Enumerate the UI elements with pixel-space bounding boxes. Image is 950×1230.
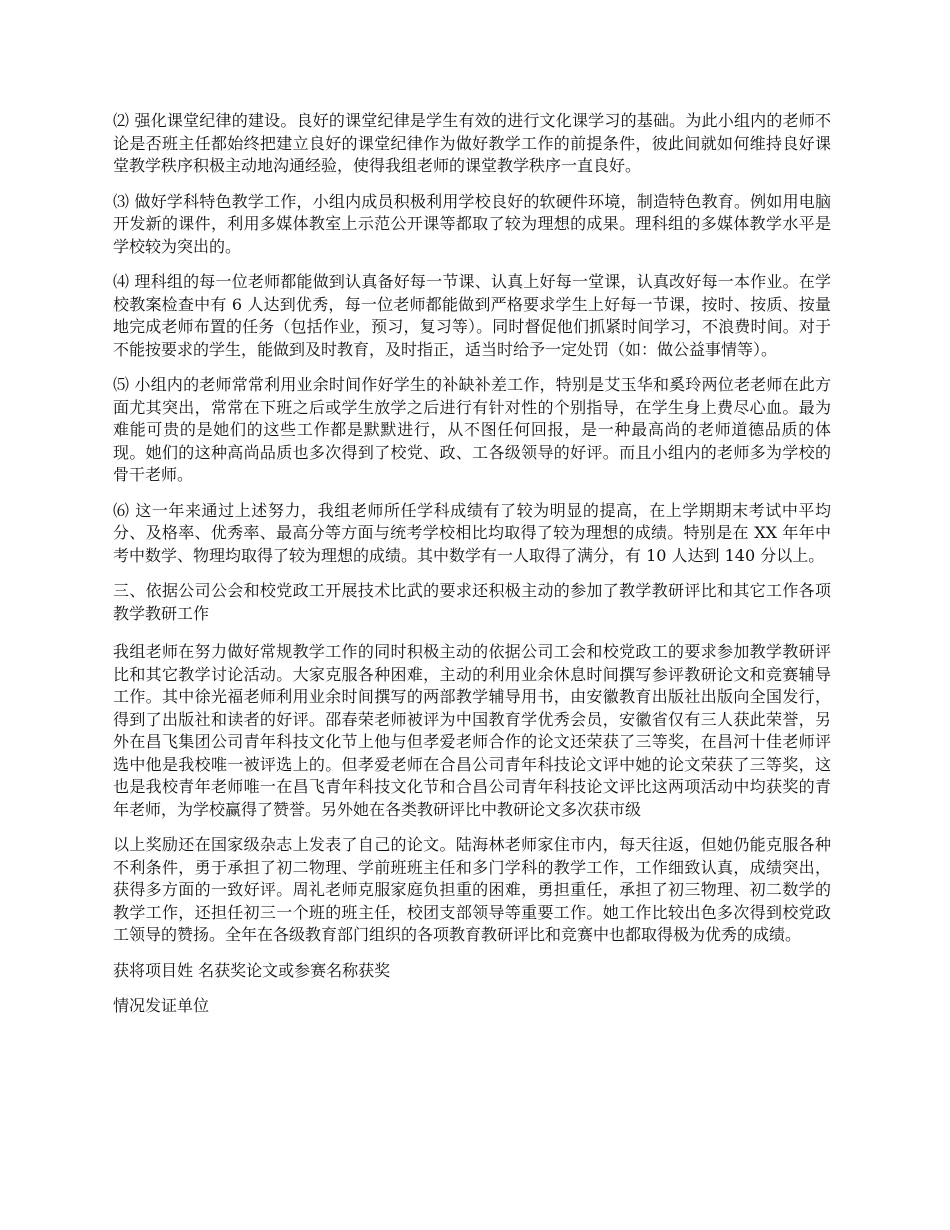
table-header-line-1: 获将项目姓 名获奖论文或参赛名称获奖 xyxy=(113,960,391,980)
paragraph-awards-continued: 以上奖励还在国家级杂志上发表了自己的论文。陆海林老师家住市内，每天往返，但她仍能克服各种不利条件，勇于承担了初二物理、学前班班主任和多门学科的教学工作，工作细致认真，成绩突出，获得多方面的一致好评。周礼老师克服家庭负担重的困难，勇担重任，承担了初三物理、初二数学的教学工作，还担任初三一个班的班主任，校团支部领导等重要工作。她工作比较出色多次得到校党政工领导的赞扬。全年在各级教育部门组织的各项教育教研评比和竞赛中也都取得极为优秀的成绩。 xyxy=(113,835,831,944)
paragraph-results: ⑹ 这一年来通过上述努力，我组老师所任学科成绩有了较为明显的提高，在上学期期末考试中平均分、及格率、优秀率、最高分等方面与统考学校相比均取得了较为理想的成绩。特别是在 XX 年年中考中数学、物理均取得了较为理想的成绩。其中数学有一人取得了满分，有 10 人达到 140 分以上。 xyxy=(113,500,831,565)
paragraph-research-activities: 我组老师在努力做好常规教学工作的同时积极主动的依据公司工会和校党政工的要求参加教学教研评比和其它教学讨论活动。大家克服各种困难，主动的利用业余休息时间撰写参评教研论文和竞赛辅导工作。其中徐光福老师利用业余时间撰写的两部教学辅导用书，由安徽教育出版社出版向全国发行，得到了出版社和读者的好评。邵春荣老师被评为中国教育学优秀会员，安徽省仅有三人获此荣誉，另外在昌飞集团公司青年科技文化节上他与但孝爱老师合作的论文还荣获了三等奖，在昌河十佳老师评选中他是我校唯一被评选上的。但孝爱老师在合昌公司青年科技论文评中她的论文荣获了三等奖，这也是我校青年老师唯一在昌飞青年科技文化节和合昌公司青年科技论文评比这两项活动中均获奖的青年老师，为学校赢得了赞誉。另外她在各类教研评比中教研论文多次获市级 xyxy=(113,642,831,819)
paragraph-classroom-discipline: ⑵ 强化课堂纪律的建设。良好的课堂纪律是学生有效的进行文化课学习的基础。为此小组内的老师不论是否班主任都始终把建立良好的课堂纪律作为做好教学工作的前提条件，彼此间就如何维持良好课堂教学秩序积极主动地沟通经验，使得我组老师的课堂教学秩序一直良好。 xyxy=(113,111,831,175)
table-header-line-2: 情况发证单位 xyxy=(113,996,210,1015)
paragraph-lesson-preparation: ⑷ 理科组的每一位老师都能做到认真备好每一节课、认真上好每一堂课，认真改好每一本作业。在学校教案检查中有 6 人达到优秀，每一位老师都能做到严格要求学生上好每一节课，按时、按质、按量地完成老师布置的任务（包括作业，预习，复习等）。同时督促他们抓紧时间学习，不浪费时间。对于不能按要求的学生，能做到及时教育，及时指正，适当时给予一定处罚（如：做公益事情等）。 xyxy=(113,272,831,359)
paragraph-tutoring: ⑸ 小组内的老师常常利用业余时间作好学生的补缺补差工作，特别是艾玉华和奚玲两位老老师在此方面尤其突出，常常在下班之后或学生放学之后进行有针对性的个别指导，在学生身上费尽心血。最为难能可贵的是她们的这些工作都是默默进行，从不图任何回报，是一种最高尚的老师道德品质的体现。她们的这种高尚品质也多次得到了校党、政、工各级领导的好评。而且小组内的老师多为学校的骨干老师。 xyxy=(113,375,831,484)
paragraph-special-teaching: ⑶ 做好学科特色教学工作，小组内成员积极利用学校良好的软硬件环境，制造特色教育。例如用电脑开发新的课件，利用多媒体教室上示范公开课等都取了较为理想的成果。理科组的多媒体教学水平是学校较为突出的。 xyxy=(113,191,831,256)
section-heading-three: 三、依据公司公会和校党政工开展技术比武的要求还积极主动的参加了教学教研评比和其它工作各项教学教研工作 xyxy=(113,581,831,623)
document-body xyxy=(113,110,831,1031)
